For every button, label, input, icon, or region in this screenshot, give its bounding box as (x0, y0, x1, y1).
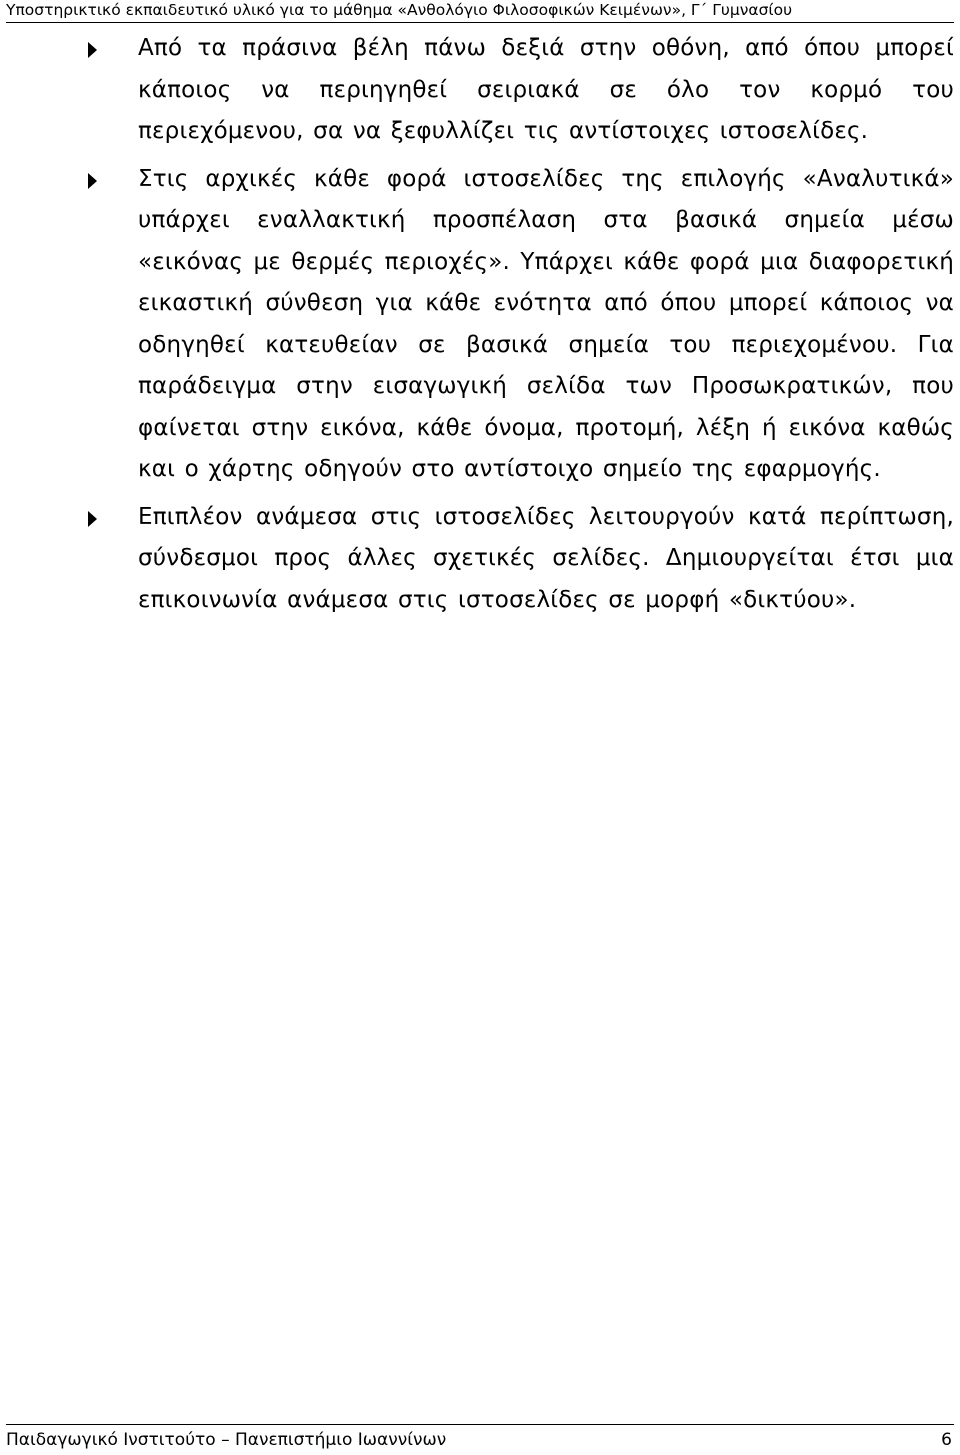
bullet-item (88, 159, 954, 491)
page-number: 6 (941, 1430, 952, 1450)
page-header (6, 0, 954, 23)
bullet-text: Επιπλέον ανάμεσα στις ιστοσελίδες λειτουργούν κατά περίπτωση, σύνδεσμοι προς άλλες σχετικές σελίδες. Δημιουργείται έτσι μια επικοινωνία ανάμεσα στις ιστοσελίδες σε μορφή «δικτύου». (138, 503, 954, 613)
bullet-text: Στις αρχικές κάθε φορά ιστοσελίδες της επιλογής «Αναλυτικά» υπάρχει εναλλακτική προσπέλαση στα βασικά σημεία μέσω «εικόνας με θερμές περιοχές». Υπάρχει κάθε φορά μια διαφορετική εικαστική σύνθεση για κάθε ενότητα από όπου μπορεί κάποιος να οδηγηθεί κατευθείαν σε βασικά σημεία του περιεχομένου. Για παράδειγμα στην εισαγωγική σελίδα των Προσωκρατικών, που φαίνεται στην εικόνα, κάθε όνομα, προτομή, λέξη ή εικόνα καθώς και ο χάρτης οδηγούν στο αντίστοιχο σημείο της εφαρμογής. (138, 165, 954, 482)
header-title: Υποστηρικτικό εκπαιδευτικό υλικό για το μάθημα «Ανθολόγιο Φιλοσοφικών Κειμένων», Γ΄ Γυμνασίου (6, 1, 793, 19)
bullet-item (88, 497, 954, 622)
page-footer (6, 1424, 954, 1451)
arrow-right-icon (88, 511, 97, 527)
footer-text: Παιδαγωγικό Ινστιτούτο – Πανεπιστήμιο Ιωαννίνων (6, 1430, 447, 1450)
arrow-right-icon (88, 173, 97, 189)
bullet-text: Από τα πράσινα βέλη πάνω δεξιά στην οθόνη, από όπου μπορεί κάποιος να περιηγηθεί σειριακά σε όλο τον κορμό του περιεχόμενου, σα να ξεφυλλίζει τις αντίστοιχες ιστοσελίδες. (138, 35, 954, 144)
arrow-right-icon (88, 42, 97, 58)
bullet-item (88, 28, 954, 153)
bullet-list (88, 28, 954, 627)
